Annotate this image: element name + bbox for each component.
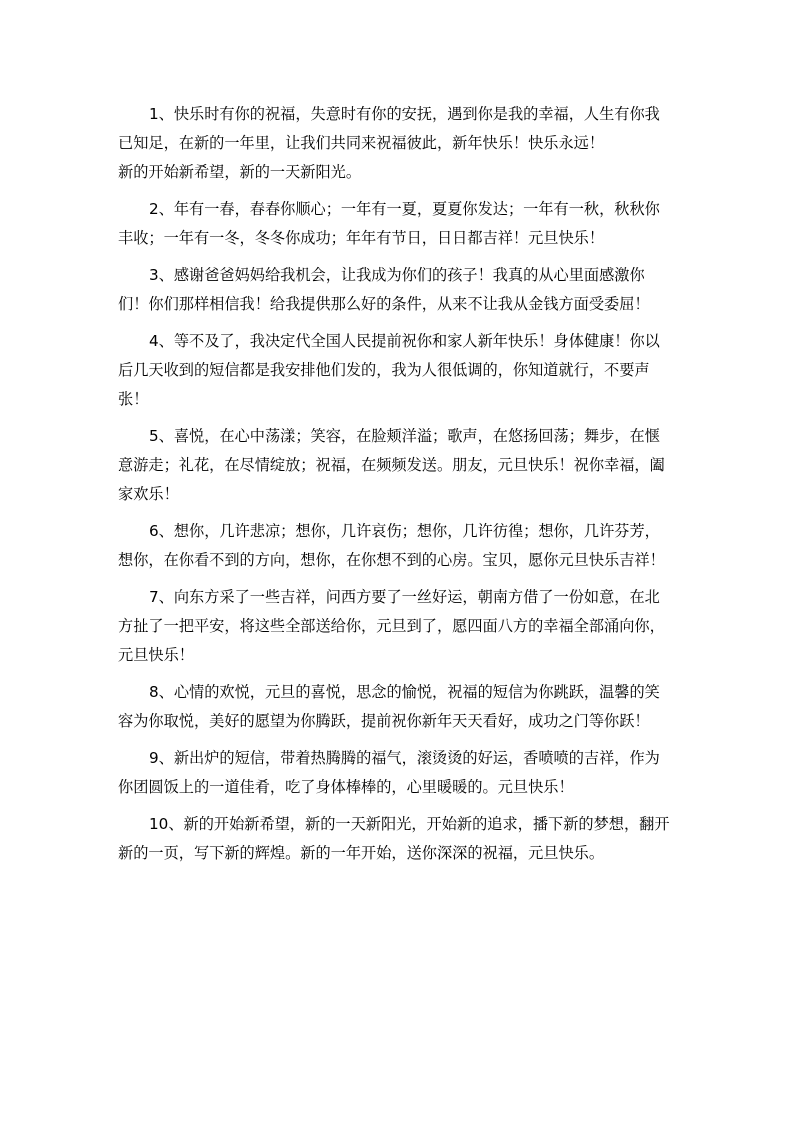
paragraph-7: 7、向东方采了一些吉祥，问西方要了一丝好运，朝南方借了一份如意，在北方扯了一把平安，将这些全部送给你，元旦到了，愿四面八方的幸福全部涌向你，元旦快乐！ [118,588,665,664]
paragraph-8: 8、心情的欢悦，元旦的喜悦，思念的愉悦，祝福的短信为你跳跃，温馨的笑容为你取悦，美好的愿望为你腾跃，提前祝你新年天天看好，成功之门等你跃！ [118,683,660,730]
document-body [118,100,674,876]
standalone-line: 新的开始新希望，新的一天新阳光。 [118,163,361,181]
paragraph-3: 3、感谢爸爸妈妈给我机会，让我成为你们的孩子！我真的从心里面感激你们！你们那样相信我！给我提供那么好的条件，从来不让我从金钱方面受委屈！ [118,266,650,313]
paragraph-5: 5、喜悦，在心中荡漾；笑容，在脸颊洋溢；歌声，在悠扬回荡；舞步，在惬意游走；礼花，在尽情绽放；祝福，在频频发送。朋友，元旦快乐！祝你幸福，阖家欢乐！ [118,427,665,503]
paragraph-9: 9、新出炉的短信，带着热腾腾的福气，滚烫烫的好运，香喷喷的吉祥，作为你团圆饭上的一道佳肴，吃了身体棒棒的，心里暖暖的。元旦快乐！ [118,749,660,796]
paragraph-1: 1、快乐时有你的祝福，失意时有你的安抚，遇到你是我的幸福，人生有你我已知足，在新的一年里，让我们共同来祝福彼此，新年快乐！快乐永远！ [118,105,660,152]
paragraph-6: 6、想你，几许悲凉；想你，几许哀伤；想你，几许彷徨；想你，几许芬芳，想你，在你看不到的方向，想你，在你想不到的心房。宝贝，愿你元旦快乐吉祥！ [118,522,665,569]
paragraph-4: 4、等不及了，我决定代全国人民提前祝你和家人新年快乐！身体健康！你以后几天收到的短信都是我安排他们发的，我为人很低调的，你知道就行，不要声张！ [118,332,660,408]
paragraph-10: 10、新的开始新希望，新的一天新阳光，开始新的追求，播下新的梦想，翻开新的一页，写下新的辉煌。新的一年开始，送你深深的祝福，元旦快乐。 [118,815,670,862]
paragraph-2: 2、年有一春，春春你顺心；一年有一夏，夏夏你发达；一年有一秋，秋秋你丰收；一年有一冬，冬冬你成功；年年有节日，日日都吉祥！元旦快乐！ [118,200,660,247]
